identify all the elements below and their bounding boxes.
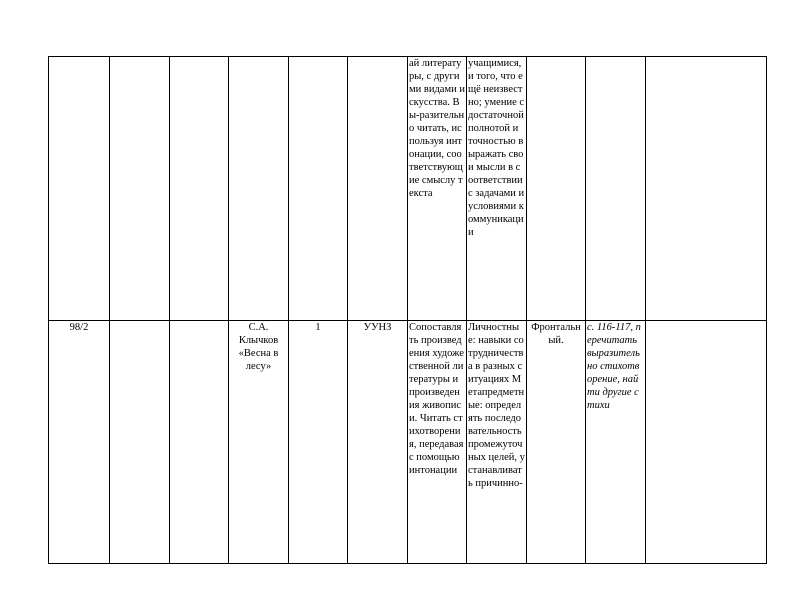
empty-cell: [110, 57, 170, 321]
notes-cell: [646, 57, 767, 321]
hours-cell: [289, 57, 348, 321]
results-cell: Личностные: навыки сотрудничества в разных ситуациях Метапредметные: определять последовательность промежуточных целей, устанавливать причинно-: [467, 321, 527, 564]
table-row: [49, 321, 767, 564]
lesson-type-cell: УУНЗ: [348, 321, 408, 564]
form-cell: [527, 57, 586, 321]
empty-cell: [170, 57, 229, 321]
empty-cell: [170, 321, 229, 564]
lesson-plan-table: [48, 56, 767, 564]
table-row: [49, 57, 767, 321]
topic-cell: [229, 57, 289, 321]
homework-cell: с. 116-117, перечитать выразительно стихотворение, найти другие стихи: [586, 321, 646, 564]
hours-cell: 1: [289, 321, 348, 564]
empty-cell: [110, 321, 170, 564]
topic-cell: С.А. Клычков «Весна в лесу»: [229, 321, 289, 564]
homework-cell: [586, 57, 646, 321]
form-cell: Фронтальный.: [527, 321, 586, 564]
lesson-number-cell: 98/2: [49, 321, 110, 564]
lesson-type-cell: [348, 57, 408, 321]
lesson-number-cell: [49, 57, 110, 321]
activities-cell: ай литературы, с другими видами искусства. Вы-разительно читать, используя интонации, соответствующие смыслу текста: [408, 57, 467, 321]
results-cell: учащимися, и того, что ещё неизвестно; умение с достаточной полнотой и точностью выражать свои мысли в соответствии с задачами и условиями коммуникации: [467, 57, 527, 321]
activities-cell: Сопоставлять произведения художественной литературы и произведения живописи. Читать стихотворения, передавая с помощью интонации: [408, 321, 467, 564]
notes-cell: [646, 321, 767, 564]
